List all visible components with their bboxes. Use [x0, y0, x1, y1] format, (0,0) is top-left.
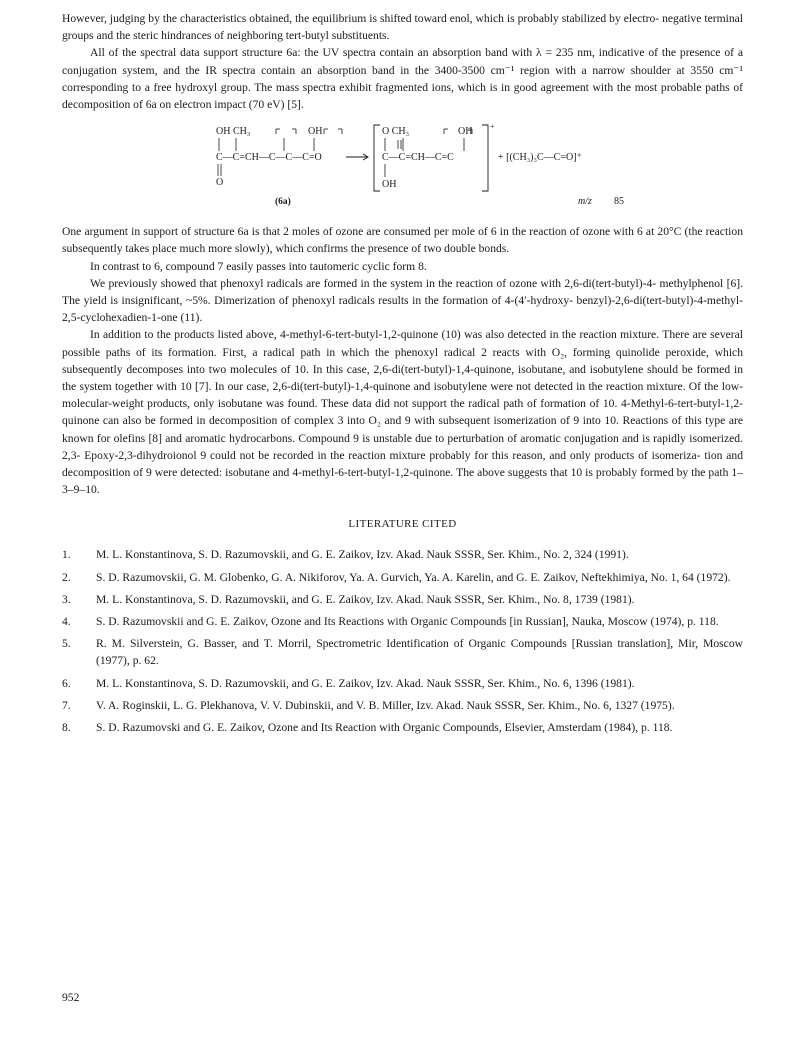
reference-number: 4. — [62, 615, 71, 629]
reference-text: S. D. Razumovski and G. E. Zaikov, Ozone and Its Reaction with Organic Compounds, Elsevier, Amsterdam (1984), p. 118. — [96, 721, 673, 735]
page-number: 952 — [62, 991, 80, 1004]
reference-text: V. A. Roginskii, L. G. Plekhanova, V. V. Dubinskii, and V. B. Miller, Izv. Akad. Nauk SSSR, Ser. Khim., No. 6, 1327 (1975). — [96, 698, 675, 712]
reference-number: 8. — [62, 721, 71, 735]
scheme-left-bottom: O — [216, 177, 224, 189]
reference-item — [62, 591, 743, 608]
reference-number: 7. — [62, 698, 71, 712]
scheme-fragment: + [(CH₃)₃C—C=O]⁺ — [498, 152, 582, 164]
scheme-left-top: OH CH₃ — [216, 126, 251, 138]
reference-number: 1. — [62, 548, 71, 562]
reference-text: R. M. Silverstein, G. Basser, and T. Morril, Spectrometric Identification of Organic Compounds [Russian translation], Mir, Moscow (1977), p. 62. — [96, 637, 743, 668]
scheme-left-chain: C—C=CH—C—C—C=O — [216, 152, 322, 164]
scheme-graphic — [62, 119, 743, 219]
reference-number: 2. — [62, 570, 71, 584]
reaction-arrow — [346, 154, 368, 160]
reference-item — [62, 697, 743, 714]
scheme-mz-value: 85 — [614, 196, 624, 208]
paragraph-ozone-consumption: One argument in support of structure 6a is that 2 moles of ozone are consumed per mole of 6 in the reaction of ozone with 6 at 20°C (the reaction subsequently takes place much more slowly), which confirms the presence of two double bonds. — [62, 225, 743, 256]
article-page — [62, 10, 743, 741]
reference-item — [62, 675, 743, 692]
reference-number: 5. — [62, 637, 71, 651]
reference-number: 6. — [62, 676, 71, 690]
reference-list — [62, 546, 743, 736]
reference-item — [62, 569, 743, 586]
scheme-ion-top: O CH₃ — [382, 126, 410, 138]
reference-item — [62, 613, 743, 630]
scheme-ion-bottom: OH — [382, 179, 397, 191]
reference-item — [62, 635, 743, 669]
reference-item — [62, 719, 743, 736]
scheme-mz-label: m/z — [578, 196, 592, 208]
reference-text: S. D. Razumovskii and G. E. Zaikov, Ozone and Its Reactions with Organic Compounds [in Russian], Nauka, Moscow (1974), p. 118. — [96, 615, 719, 629]
scheme-ion-chain: C—C=CH—C=C — [382, 152, 454, 164]
paragraph-tautomeric-form: In contrast to 6, compound 7 easily passes into tautomeric cyclic form 8. — [90, 259, 427, 273]
reference-text: S. D. Razumovskii, G. M. Globenko, G. A. Nikiforov, Ya. A. Gurvich, Ya. A. Karelin, and G. E. Zaikov, Neftekhimiya, No. 1, 64 (1972). — [96, 570, 731, 584]
paragraph-quinone-formation: In addition to the products listed above, 4-methyl-6-tert-butyl-1,2-quinone (10) was also detected in the reaction mixture. There are several possible paths of its formation. First, a radical path in which the phenoxyl radical 2 reacts with O₂, forming quinolide peroxide, which subsequently decomposes into two molecules of 10. In this case, 2,6-di(tert-butyl)-1,4-quinone, isobutane, and isobutylene should be formed in the system together with 10 [7]. In our case, 2,6-di(tert-butyl)-1,4-quinone and isobutylene were not detected in the reaction mixture. Of the low-molecular-weight products, only isobutane was found. These data did not support the radical path of formation of 10. 4-Methyl-6-tert-butyl-1,2-quinone can also be formed in decomposition of complex 3 into O₂ and 9 with subsequent isomerization of 9 into 10. Reactions of this type are known for olefins [8] and aromatic hydrocarbons. Compound 9 is unstable due to perturbation of aromatic conjugation and is rapidly isomerized. 2,3- Epoxy-2,3-dihydroionol 9 could not be recorded in the reaction mixture probably for this reason, and only products of isomeriza- tion and decomposition of 9 were detected: isobutane and 4-methyl-6-tert-butyl-1,2-quinone. The above suggests that 10 is probably formed by the path 1–3–9–10. — [62, 328, 743, 497]
paragraph-phenoxyl-radicals: We previously showed that phenoxyl radicals are formed in the system in the reaction of ozone with 2,6-di(tert-butyl)-4- methylphenol [6]. The yield is insignificant, ~5%. Dimerization of phenoxyl radicals results in the formation of 4-(4′-hydroxy- benzyl)-2,6-di(tert-butyl)-4-methyl-2,5-cyclohexadien-1-one (11). — [62, 276, 743, 325]
reference-item — [62, 546, 743, 563]
reference-text: M. L. Konstantinova, S. D. Razumovskii, and G. E. Zaikov, Izv. Akad. Nauk SSSR, Ser. Khim., No. 2, 324 (1991). — [96, 548, 629, 562]
scheme-left-oh: OH — [308, 126, 323, 138]
reference-text: M. L. Konstantinova, S. D. Razumovskii, and G. E. Zaikov, Izv. Akad. Nauk SSSR, Ser. Khim., No. 6, 1396 (1981). — [96, 676, 635, 690]
decomposition-scheme — [62, 119, 743, 219]
scheme-label-6a: (6a) — [275, 197, 291, 208]
scheme-ion-oh-top: OH — [458, 126, 473, 138]
reference-number: 3. — [62, 592, 71, 606]
reference-text: M. L. Konstantinova, S. D. Razumovskii, and G. E. Zaikov, Izv. Akad. Nauk SSSR, Ser. Khim., No. 8, 1739 (1981). — [96, 592, 635, 606]
literature-heading: LITERATURE CITED — [348, 518, 457, 531]
paragraph-spectral-data: All of the spectral data support structure 6a: the UV spectra contain an absorption band with λ = 235 nm, indicative of the presence of a conjugation system, and the IR spectra contain an absorption band in the 3400-3500 cm⁻¹ region with a narrow shoulder at 3550 cm⁻¹ corresponding to a free hydroxyl group. The mass spectra exhibit fragmented ions, which is in good agreement with the most probable paths of decomposition of 6a on electron impact (70 eV) [5]. — [62, 46, 743, 112]
scheme-ion-charge: + — [490, 122, 495, 132]
paragraph-enol-equilibrium: However, judging by the characteristics obtained, the equilibrium is shifted toward enol, which is probably stabilized by electro- negative terminal groups and the steric hindrances of neighboring tert-butyl substituents. — [62, 12, 743, 43]
